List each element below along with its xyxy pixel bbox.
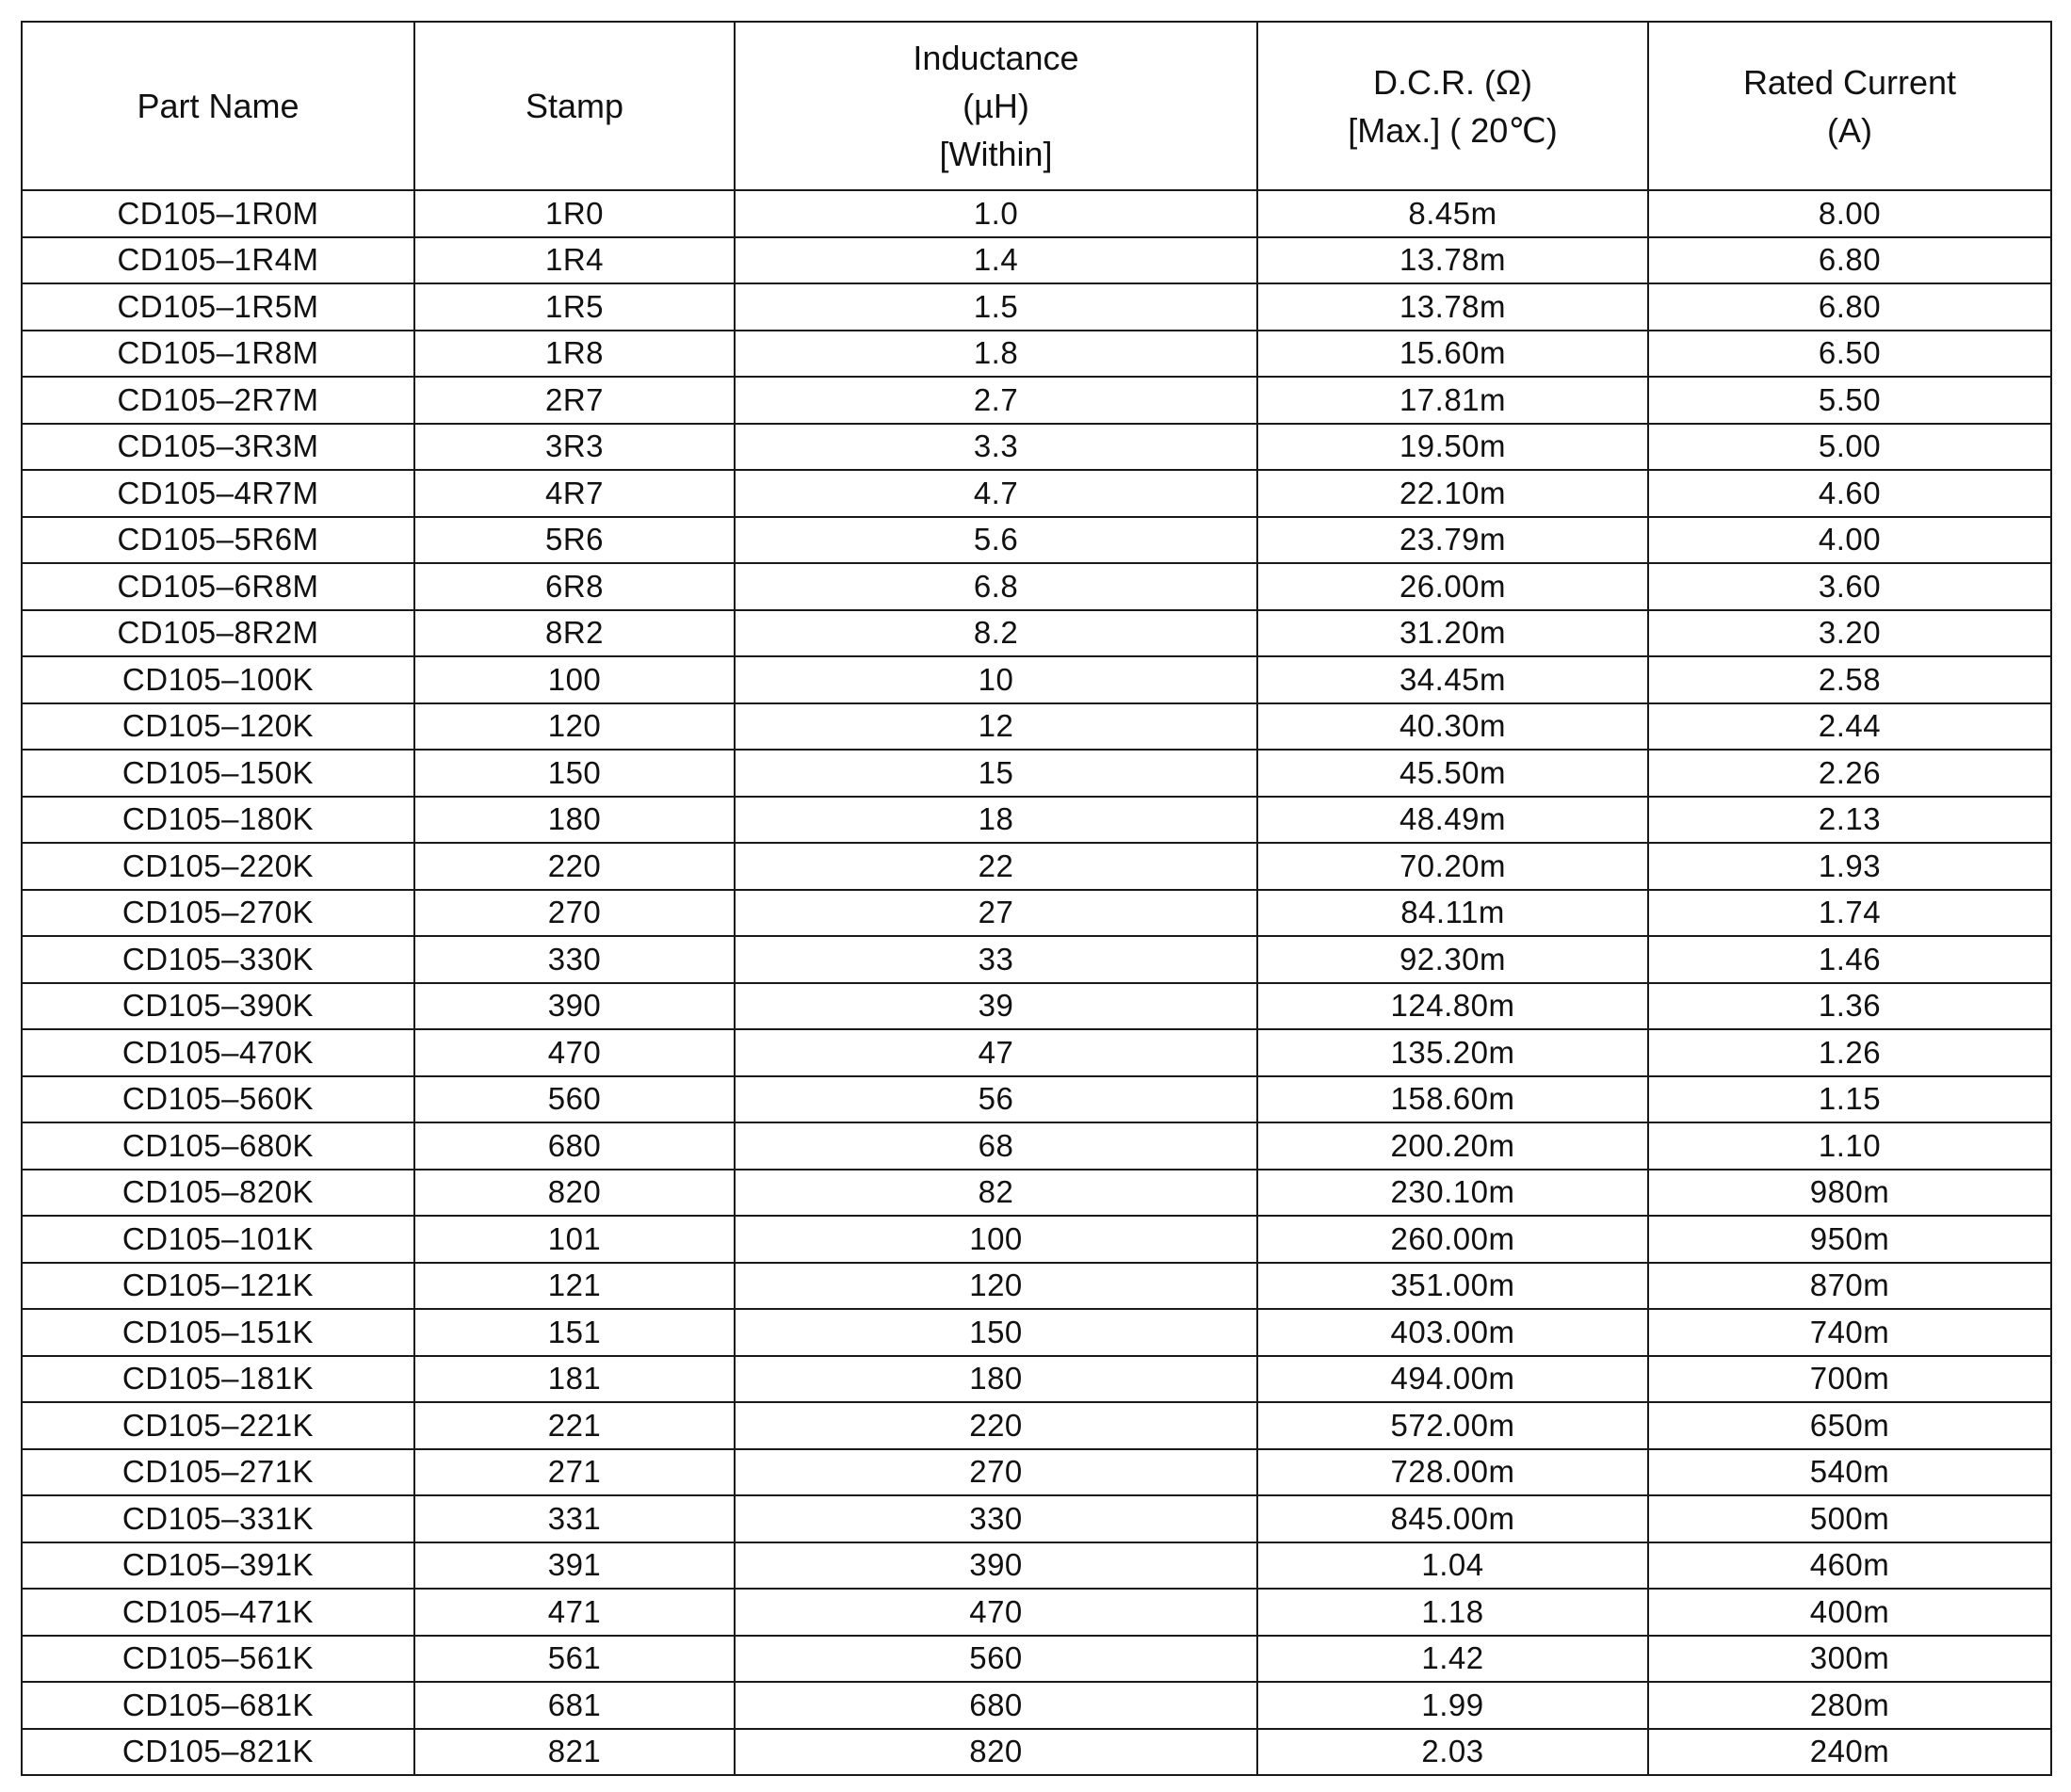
- table-row: [22, 1076, 2051, 1123]
- table-row: [22, 283, 2051, 331]
- cell-stamp: 470: [414, 1029, 735, 1076]
- header-rated-current: [1648, 22, 2051, 190]
- cell-part-name: CD105–470K: [22, 1029, 414, 1076]
- cell-stamp: 8R2: [414, 610, 735, 657]
- cell-rated-current: 6.50: [1648, 331, 2051, 378]
- cell-part-name: CD105–681K: [22, 1682, 414, 1729]
- cell-stamp: 1R0: [414, 190, 735, 237]
- cell-inductance: 68: [735, 1122, 1257, 1170]
- table-row: [22, 610, 2051, 657]
- cell-dcr: 1.04: [1257, 1542, 1648, 1590]
- cell-dcr: 135.20m: [1257, 1029, 1648, 1076]
- cell-stamp: 331: [414, 1495, 735, 1542]
- table-row: [22, 890, 2051, 937]
- table-row: [22, 936, 2051, 983]
- cell-inductance: 220: [735, 1402, 1257, 1449]
- header-text-line: Stamp: [525, 87, 624, 125]
- table-row: [22, 1122, 2051, 1170]
- cell-dcr: 92.30m: [1257, 936, 1648, 983]
- cell-stamp: 821: [414, 1729, 735, 1776]
- cell-inductance: 39: [735, 983, 1257, 1030]
- cell-inductance: 15: [735, 750, 1257, 797]
- cell-part-name: CD105–5R6M: [22, 517, 414, 564]
- cell-inductance: 1.5: [735, 283, 1257, 331]
- cell-stamp: 681: [414, 1682, 735, 1729]
- cell-rated-current: 650m: [1648, 1402, 2051, 1449]
- cell-part-name: CD105–271K: [22, 1449, 414, 1496]
- cell-dcr: 494.00m: [1257, 1356, 1648, 1403]
- cell-dcr: 48.49m: [1257, 797, 1648, 844]
- cell-dcr: 8.45m: [1257, 190, 1648, 237]
- cell-inductance: 33: [735, 936, 1257, 983]
- table-row: [22, 1216, 2051, 1263]
- cell-inductance: 56: [735, 1076, 1257, 1123]
- table-row: [22, 1170, 2051, 1217]
- cell-rated-current: 4.00: [1648, 517, 2051, 564]
- cell-stamp: 180: [414, 797, 735, 844]
- cell-dcr: 351.00m: [1257, 1263, 1648, 1310]
- cell-part-name: CD105–471K: [22, 1589, 414, 1636]
- table-row: [22, 1449, 2051, 1496]
- table-row: [22, 331, 2051, 378]
- cell-stamp: 120: [414, 703, 735, 751]
- table-body: [22, 190, 2051, 1775]
- cell-rated-current: 3.60: [1648, 563, 2051, 610]
- header-text-line: Part Name: [137, 87, 299, 125]
- cell-rated-current: 280m: [1648, 1682, 2051, 1729]
- cell-stamp: 101: [414, 1216, 735, 1263]
- cell-inductance: 6.8: [735, 563, 1257, 610]
- cell-stamp: 471: [414, 1589, 735, 1636]
- cell-dcr: 1.42: [1257, 1636, 1648, 1683]
- cell-dcr: 70.20m: [1257, 843, 1648, 890]
- table-row: [22, 1309, 2051, 1356]
- cell-stamp: 390: [414, 983, 735, 1030]
- cell-part-name: CD105–560K: [22, 1076, 414, 1123]
- cell-dcr: 13.78m: [1257, 283, 1648, 331]
- cell-part-name: CD105–1R0M: [22, 190, 414, 237]
- cell-part-name: CD105–2R7M: [22, 377, 414, 424]
- cell-stamp: 150: [414, 750, 735, 797]
- cell-stamp: 221: [414, 1402, 735, 1449]
- cell-rated-current: 1.46: [1648, 936, 2051, 983]
- cell-dcr: 23.79m: [1257, 517, 1648, 564]
- cell-rated-current: 2.44: [1648, 703, 2051, 751]
- cell-part-name: CD105–270K: [22, 890, 414, 937]
- cell-dcr: 40.30m: [1257, 703, 1648, 751]
- cell-part-name: CD105–8R2M: [22, 610, 414, 657]
- cell-rated-current: 3.20: [1648, 610, 2051, 657]
- cell-stamp: 6R8: [414, 563, 735, 610]
- cell-dcr: 845.00m: [1257, 1495, 1648, 1542]
- cell-rated-current: 2.13: [1648, 797, 2051, 844]
- table-row: [22, 1356, 2051, 1403]
- table-row: [22, 1402, 2051, 1449]
- cell-stamp: 561: [414, 1636, 735, 1683]
- cell-part-name: CD105–4R7M: [22, 470, 414, 517]
- cell-inductance: 82: [735, 1170, 1257, 1217]
- header-stamp: [414, 22, 735, 190]
- cell-rated-current: 2.26: [1648, 750, 2051, 797]
- cell-dcr: 84.11m: [1257, 890, 1648, 937]
- table-header: [22, 22, 2051, 190]
- cell-dcr: 19.50m: [1257, 424, 1648, 471]
- cell-stamp: 121: [414, 1263, 735, 1310]
- cell-part-name: CD105–121K: [22, 1263, 414, 1310]
- cell-rated-current: 5.00: [1648, 424, 2051, 471]
- cell-part-name: CD105–561K: [22, 1636, 414, 1683]
- cell-inductance: 5.6: [735, 517, 1257, 564]
- cell-rated-current: 240m: [1648, 1729, 2051, 1776]
- cell-inductance: 120: [735, 1263, 1257, 1310]
- cell-rated-current: 6.80: [1648, 283, 2051, 331]
- spec-sheet: [21, 21, 2050, 1776]
- table-row: [22, 1495, 2051, 1542]
- cell-rated-current: 870m: [1648, 1263, 2051, 1310]
- header-inductance: [735, 22, 1257, 190]
- table-row: [22, 377, 2051, 424]
- cell-rated-current: 1.93: [1648, 843, 2051, 890]
- cell-part-name: CD105–821K: [22, 1729, 414, 1776]
- table-row: [22, 750, 2051, 797]
- table-row: [22, 1636, 2051, 1683]
- cell-rated-current: 740m: [1648, 1309, 2051, 1356]
- table-row: [22, 797, 2051, 844]
- cell-dcr: 15.60m: [1257, 331, 1648, 378]
- cell-inductance: 560: [735, 1636, 1257, 1683]
- cell-dcr: 17.81m: [1257, 377, 1648, 424]
- cell-part-name: CD105–330K: [22, 936, 414, 983]
- header-row: [22, 22, 2051, 190]
- cell-dcr: 31.20m: [1257, 610, 1648, 657]
- cell-dcr: 158.60m: [1257, 1076, 1648, 1123]
- cell-rated-current: 4.60: [1648, 470, 2051, 517]
- cell-rated-current: 400m: [1648, 1589, 2051, 1636]
- cell-stamp: 3R3: [414, 424, 735, 471]
- header-text-line: (A): [1827, 110, 1872, 150]
- cell-stamp: 100: [414, 656, 735, 703]
- cell-part-name: CD105–1R8M: [22, 331, 414, 378]
- cell-rated-current: 1.26: [1648, 1029, 2051, 1076]
- table-row: [22, 1263, 2051, 1310]
- cell-stamp: 1R8: [414, 331, 735, 378]
- cell-rated-current: 500m: [1648, 1495, 2051, 1542]
- cell-inductance: 10: [735, 656, 1257, 703]
- cell-inductance: 150: [735, 1309, 1257, 1356]
- cell-stamp: 2R7: [414, 377, 735, 424]
- cell-part-name: CD105–100K: [22, 656, 414, 703]
- cell-part-name: CD105–101K: [22, 1216, 414, 1263]
- cell-dcr: 200.20m: [1257, 1122, 1648, 1170]
- cell-rated-current: 540m: [1648, 1449, 2051, 1496]
- cell-dcr: 260.00m: [1257, 1216, 1648, 1263]
- header-text-line: [Max.] ( 20℃): [1348, 110, 1558, 150]
- header-text-line: (µH): [963, 87, 1029, 125]
- cell-inductance: 680: [735, 1682, 1257, 1729]
- cell-dcr: 572.00m: [1257, 1402, 1648, 1449]
- table-row: [22, 1029, 2051, 1076]
- cell-stamp: 181: [414, 1356, 735, 1403]
- table-row: [22, 237, 2051, 284]
- table-row: [22, 470, 2051, 517]
- table-row: [22, 983, 2051, 1030]
- cell-part-name: CD105–180K: [22, 797, 414, 844]
- cell-stamp: 4R7: [414, 470, 735, 517]
- cell-part-name: CD105–150K: [22, 750, 414, 797]
- inductor-spec-table: [21, 21, 2052, 1776]
- cell-inductance: 22: [735, 843, 1257, 890]
- cell-dcr: 22.10m: [1257, 470, 1648, 517]
- cell-inductance: 1.8: [735, 331, 1257, 378]
- cell-part-name: CD105–151K: [22, 1309, 414, 1356]
- cell-stamp: 270: [414, 890, 735, 937]
- cell-rated-current: 950m: [1648, 1216, 2051, 1263]
- cell-rated-current: 1.36: [1648, 983, 2051, 1030]
- cell-inductance: 820: [735, 1729, 1257, 1776]
- cell-dcr: 2.03: [1257, 1729, 1648, 1776]
- cell-inductance: 390: [735, 1542, 1257, 1590]
- cell-part-name: CD105–3R3M: [22, 424, 414, 471]
- cell-part-name: CD105–120K: [22, 703, 414, 751]
- cell-stamp: 1R4: [414, 237, 735, 284]
- header-text-line: [Within]: [939, 135, 1053, 173]
- cell-rated-current: 1.15: [1648, 1076, 2051, 1123]
- cell-inductance: 100: [735, 1216, 1257, 1263]
- cell-part-name: CD105–6R8M: [22, 563, 414, 610]
- header-text-line: D.C.R. (Ω): [1373, 62, 1532, 102]
- cell-part-name: CD105–1R4M: [22, 237, 414, 284]
- cell-dcr: 1.18: [1257, 1589, 1648, 1636]
- cell-inductance: 12: [735, 703, 1257, 751]
- cell-part-name: CD105–390K: [22, 983, 414, 1030]
- cell-rated-current: 6.80: [1648, 237, 2051, 284]
- cell-inductance: 470: [735, 1589, 1257, 1636]
- table-row: [22, 190, 2051, 237]
- cell-inductance: 1.0: [735, 190, 1257, 237]
- header-dcr: [1257, 22, 1648, 190]
- cell-part-name: CD105–1R5M: [22, 283, 414, 331]
- cell-rated-current: 2.58: [1648, 656, 2051, 703]
- cell-part-name: CD105–220K: [22, 843, 414, 890]
- cell-rated-current: 5.50: [1648, 377, 2051, 424]
- cell-dcr: 13.78m: [1257, 237, 1648, 284]
- header-text-line: Inductance: [913, 39, 1079, 77]
- table-row: [22, 517, 2051, 564]
- cell-inductance: 8.2: [735, 610, 1257, 657]
- cell-stamp: 151: [414, 1309, 735, 1356]
- cell-dcr: 230.10m: [1257, 1170, 1648, 1217]
- cell-rated-current: 8.00: [1648, 190, 2051, 237]
- cell-part-name: CD105–331K: [22, 1495, 414, 1542]
- table-row: [22, 1729, 2051, 1776]
- cell-dcr: 728.00m: [1257, 1449, 1648, 1496]
- cell-inductance: 27: [735, 890, 1257, 937]
- cell-stamp: 330: [414, 936, 735, 983]
- header-part-name: [22, 22, 414, 190]
- cell-rated-current: 700m: [1648, 1356, 2051, 1403]
- cell-inductance: 18: [735, 797, 1257, 844]
- cell-inductance: 2.7: [735, 377, 1257, 424]
- cell-stamp: 680: [414, 1122, 735, 1170]
- cell-inductance: 330: [735, 1495, 1257, 1542]
- cell-inductance: 3.3: [735, 424, 1257, 471]
- cell-rated-current: 1.74: [1648, 890, 2051, 937]
- table-row: [22, 563, 2051, 610]
- cell-inductance: 4.7: [735, 470, 1257, 517]
- table-row: [22, 843, 2051, 890]
- cell-part-name: CD105–391K: [22, 1542, 414, 1590]
- cell-stamp: 1R5: [414, 283, 735, 331]
- cell-dcr: 34.45m: [1257, 656, 1648, 703]
- cell-part-name: CD105–181K: [22, 1356, 414, 1403]
- cell-dcr: 124.80m: [1257, 983, 1648, 1030]
- table-row: [22, 703, 2051, 751]
- table-row: [22, 424, 2051, 471]
- cell-inductance: 1.4: [735, 237, 1257, 284]
- cell-part-name: CD105–221K: [22, 1402, 414, 1449]
- table-row: [22, 1542, 2051, 1590]
- header-text-line: Rated Current: [1742, 62, 1957, 102]
- table-row: [22, 1682, 2051, 1729]
- cell-rated-current: 460m: [1648, 1542, 2051, 1590]
- cell-stamp: 271: [414, 1449, 735, 1496]
- cell-inductance: 47: [735, 1029, 1257, 1076]
- cell-stamp: 560: [414, 1076, 735, 1123]
- cell-rated-current: 1.10: [1648, 1122, 2051, 1170]
- cell-inductance: 270: [735, 1449, 1257, 1496]
- cell-dcr: 45.50m: [1257, 750, 1648, 797]
- cell-dcr: 403.00m: [1257, 1309, 1648, 1356]
- cell-inductance: 180: [735, 1356, 1257, 1403]
- table-row: [22, 656, 2051, 703]
- cell-rated-current: 980m: [1648, 1170, 2051, 1217]
- cell-stamp: 820: [414, 1170, 735, 1217]
- cell-dcr: 26.00m: [1257, 563, 1648, 610]
- cell-dcr: 1.99: [1257, 1682, 1648, 1729]
- cell-part-name: CD105–820K: [22, 1170, 414, 1217]
- cell-part-name: CD105–680K: [22, 1122, 414, 1170]
- cell-stamp: 391: [414, 1542, 735, 1590]
- cell-stamp: 5R6: [414, 517, 735, 564]
- cell-stamp: 220: [414, 843, 735, 890]
- table-row: [22, 1589, 2051, 1636]
- cell-rated-current: 300m: [1648, 1636, 2051, 1683]
